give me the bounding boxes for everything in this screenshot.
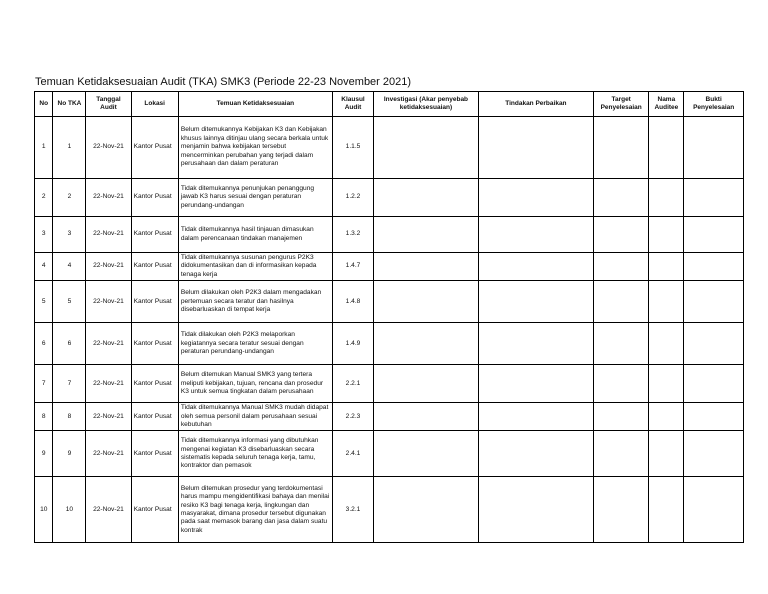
cell-klausul: 2.2.1 xyxy=(332,365,373,403)
cell-auditee xyxy=(649,323,684,365)
cell-no: 3 xyxy=(35,217,53,253)
cell-klausul: 1.4.7 xyxy=(332,253,373,281)
table-row xyxy=(35,477,744,543)
cell-klausul: 2.2.3 xyxy=(332,403,373,431)
table-row xyxy=(35,117,744,179)
cell-temuan: Belum dilakukan oleh P2K3 dalam mengadakan pertemuan secara teratur dan hasilnya disebarluaskan di tempat kerja xyxy=(178,281,332,323)
cell-no-tka: 9 xyxy=(53,431,86,477)
cell-tindakan xyxy=(478,431,593,477)
table-row xyxy=(35,323,744,365)
cell-target xyxy=(593,323,648,365)
column-header-tanggal-audit: Tanggal Audit xyxy=(86,92,131,117)
cell-bukti xyxy=(684,403,744,431)
cell-no: 10 xyxy=(35,477,53,543)
cell-klausul: 1.4.9 xyxy=(332,323,373,365)
cell-klausul: 1.4.8 xyxy=(332,281,373,323)
cell-lokasi: Kantor Pusat xyxy=(131,323,178,365)
column-header-temuan: Temuan Ketidaksesuaian xyxy=(178,92,332,117)
cell-auditee xyxy=(649,253,684,281)
column-header-target: Target Penyelesaian xyxy=(593,92,648,117)
cell-no-tka: 8 xyxy=(53,403,86,431)
cell-auditee xyxy=(649,117,684,179)
cell-no: 5 xyxy=(35,281,53,323)
cell-no-tka: 4 xyxy=(53,253,86,281)
cell-temuan: Belum ditemukan prosedur yang terdokumentasi harus mampu mengidentifikasi bahaya dan menilai resiko K3 bagi tenaga kerja, lingkungan dan masyarakat, dimana prosedur tersebut digunakan pada saat memasok barang dan jasa dalam suatu kontrak xyxy=(178,477,332,543)
cell-lokasi: Kantor Pusat xyxy=(131,117,178,179)
cell-klausul: 1.2.2 xyxy=(332,179,373,217)
cell-bukti xyxy=(684,253,744,281)
audit-findings-table xyxy=(34,91,744,543)
cell-tindakan xyxy=(478,117,593,179)
cell-auditee xyxy=(649,365,684,403)
cell-tanggal: 22-Nov-21 xyxy=(86,477,131,543)
column-header-klausul: Klausul Audit xyxy=(332,92,373,117)
cell-no: 9 xyxy=(35,431,53,477)
cell-target xyxy=(593,477,648,543)
cell-target xyxy=(593,253,648,281)
cell-bukti xyxy=(684,217,744,253)
cell-auditee xyxy=(649,477,684,543)
cell-no-tka: 6 xyxy=(53,323,86,365)
column-header-no: No xyxy=(35,92,53,117)
cell-no-tka: 7 xyxy=(53,365,86,403)
cell-investigasi xyxy=(374,117,479,179)
cell-bukti xyxy=(684,431,744,477)
cell-tanggal: 22-Nov-21 xyxy=(86,365,131,403)
cell-investigasi xyxy=(374,253,479,281)
cell-lokasi: Kantor Pusat xyxy=(131,365,178,403)
cell-tanggal: 22-Nov-21 xyxy=(86,281,131,323)
column-header-auditee: Nama Auditee xyxy=(649,92,684,117)
cell-no: 1 xyxy=(35,117,53,179)
cell-no-tka: 3 xyxy=(53,217,86,253)
column-header-investigasi: Investigasi (Akar penyebab ketidaksesuaian) xyxy=(374,92,479,117)
cell-no-tka: 1 xyxy=(53,117,86,179)
cell-tindakan xyxy=(478,179,593,217)
cell-tindakan xyxy=(478,403,593,431)
table-row xyxy=(35,431,744,477)
cell-tanggal: 22-Nov-21 xyxy=(86,179,131,217)
cell-tanggal: 22-Nov-21 xyxy=(86,253,131,281)
cell-no: 2 xyxy=(35,179,53,217)
cell-temuan: Tidak ditemukannya informasi yang dibutuhkan mengenai kegiatan K3 disebarluaskan secara sistematis kepada seluruh tenaga kerja, tamu, kontraktor dan pemasok xyxy=(178,431,332,477)
cell-temuan: Belum ditemukan Manual SMK3 yang tertera meliputi kebijakan, tujuan, rencana dan prosedur K3 untuk semua tingkatan dalam perusahaan xyxy=(178,365,332,403)
cell-target xyxy=(593,117,648,179)
cell-tindakan xyxy=(478,253,593,281)
cell-bukti xyxy=(684,117,744,179)
cell-auditee xyxy=(649,281,684,323)
cell-bukti xyxy=(684,477,744,543)
cell-temuan: Tidak dilakukan oleh P2K3 melaporkan kegiatannya secara teratur sesuai dengan peraturan perundang-undangan xyxy=(178,323,332,365)
cell-lokasi: Kantor Pusat xyxy=(131,477,178,543)
cell-investigasi xyxy=(374,281,479,323)
cell-no: 4 xyxy=(35,253,53,281)
cell-no-tka: 5 xyxy=(53,281,86,323)
cell-auditee xyxy=(649,403,684,431)
cell-tanggal: 22-Nov-21 xyxy=(86,431,131,477)
table-row xyxy=(35,179,744,217)
cell-tindakan xyxy=(478,323,593,365)
cell-lokasi: Kantor Pusat xyxy=(131,403,178,431)
cell-tanggal: 22-Nov-21 xyxy=(86,403,131,431)
cell-lokasi: Kantor Pusat xyxy=(131,281,178,323)
cell-no-tka: 10 xyxy=(53,477,86,543)
cell-tanggal: 22-Nov-21 xyxy=(86,323,131,365)
cell-tindakan xyxy=(478,217,593,253)
cell-no-tka: 2 xyxy=(53,179,86,217)
table-row xyxy=(35,281,744,323)
column-header-tindakan: Tindakan Perbaikan xyxy=(478,92,593,117)
column-header-lokasi: Lokasi xyxy=(131,92,178,117)
table-header-row xyxy=(35,92,744,117)
cell-tindakan xyxy=(478,365,593,403)
cell-investigasi xyxy=(374,323,479,365)
cell-temuan: Tidak ditemukannya susunan pengurus P2K3 didokumentasikan dan di informasikan kepada tenaga kerja xyxy=(178,253,332,281)
cell-lokasi: Kantor Pusat xyxy=(131,253,178,281)
cell-bukti xyxy=(684,365,744,403)
cell-investigasi xyxy=(374,365,479,403)
cell-bukti xyxy=(684,323,744,365)
cell-auditee xyxy=(649,431,684,477)
cell-temuan: Tidak ditemukannya penunjukan penanggung jawab K3 harus sesuai dengan peraturan perundang-undangan xyxy=(178,179,332,217)
cell-target xyxy=(593,431,648,477)
cell-auditee xyxy=(649,217,684,253)
cell-temuan: Tidak ditemukannya Manual SMK3 mudah didapat oleh semua personil dalam perusahaan sesuai kebutuhan xyxy=(178,403,332,431)
column-header-no-tka: No TKA xyxy=(53,92,86,117)
cell-klausul: 2.4.1 xyxy=(332,431,373,477)
cell-target xyxy=(593,217,648,253)
document-title: Temuan Ketidaksesuaian Audit (TKA) SMK3 (Periode 22-23 November 2021) xyxy=(35,76,412,88)
cell-tindakan xyxy=(478,477,593,543)
cell-no: 6 xyxy=(35,323,53,365)
cell-investigasi xyxy=(374,431,479,477)
cell-investigasi xyxy=(374,217,479,253)
table-row xyxy=(35,253,744,281)
cell-tanggal: 22-Nov-21 xyxy=(86,217,131,253)
cell-target xyxy=(593,403,648,431)
cell-auditee xyxy=(649,179,684,217)
cell-klausul: 3.2.1 xyxy=(332,477,373,543)
cell-target xyxy=(593,281,648,323)
cell-klausul: 1.1.5 xyxy=(332,117,373,179)
cell-bukti xyxy=(684,281,744,323)
cell-investigasi xyxy=(374,403,479,431)
cell-no: 8 xyxy=(35,403,53,431)
cell-target xyxy=(593,365,648,403)
table-row xyxy=(35,403,744,431)
column-header-bukti: Bukti Penyelesaian xyxy=(684,92,744,117)
cell-lokasi: Kantor Pusat xyxy=(131,431,178,477)
cell-investigasi xyxy=(374,179,479,217)
cell-klausul: 1.3.2 xyxy=(332,217,373,253)
cell-lokasi: Kantor Pusat xyxy=(131,217,178,253)
table-row xyxy=(35,217,744,253)
cell-tindakan xyxy=(478,281,593,323)
cell-target xyxy=(593,179,648,217)
cell-no: 7 xyxy=(35,365,53,403)
cell-investigasi xyxy=(374,477,479,543)
cell-tanggal: 22-Nov-21 xyxy=(86,117,131,179)
cell-lokasi: Kantor Pusat xyxy=(131,179,178,217)
cell-bukti xyxy=(684,179,744,217)
cell-temuan: Tidak ditemukannya hasil tinjauan dimasukan dalam perencanaan tindakan manajemen xyxy=(178,217,332,253)
cell-temuan: Belum ditemukannya Kebijakan K3 dan Kebijakan khusus lainnya ditinjau ulang secara berkala untuk menjamin bahwa kebijakan tersebut mencerminkan perubahan yang terjadi dalam perusahaan dan dalam peraturan xyxy=(178,117,332,179)
table-row xyxy=(35,365,744,403)
